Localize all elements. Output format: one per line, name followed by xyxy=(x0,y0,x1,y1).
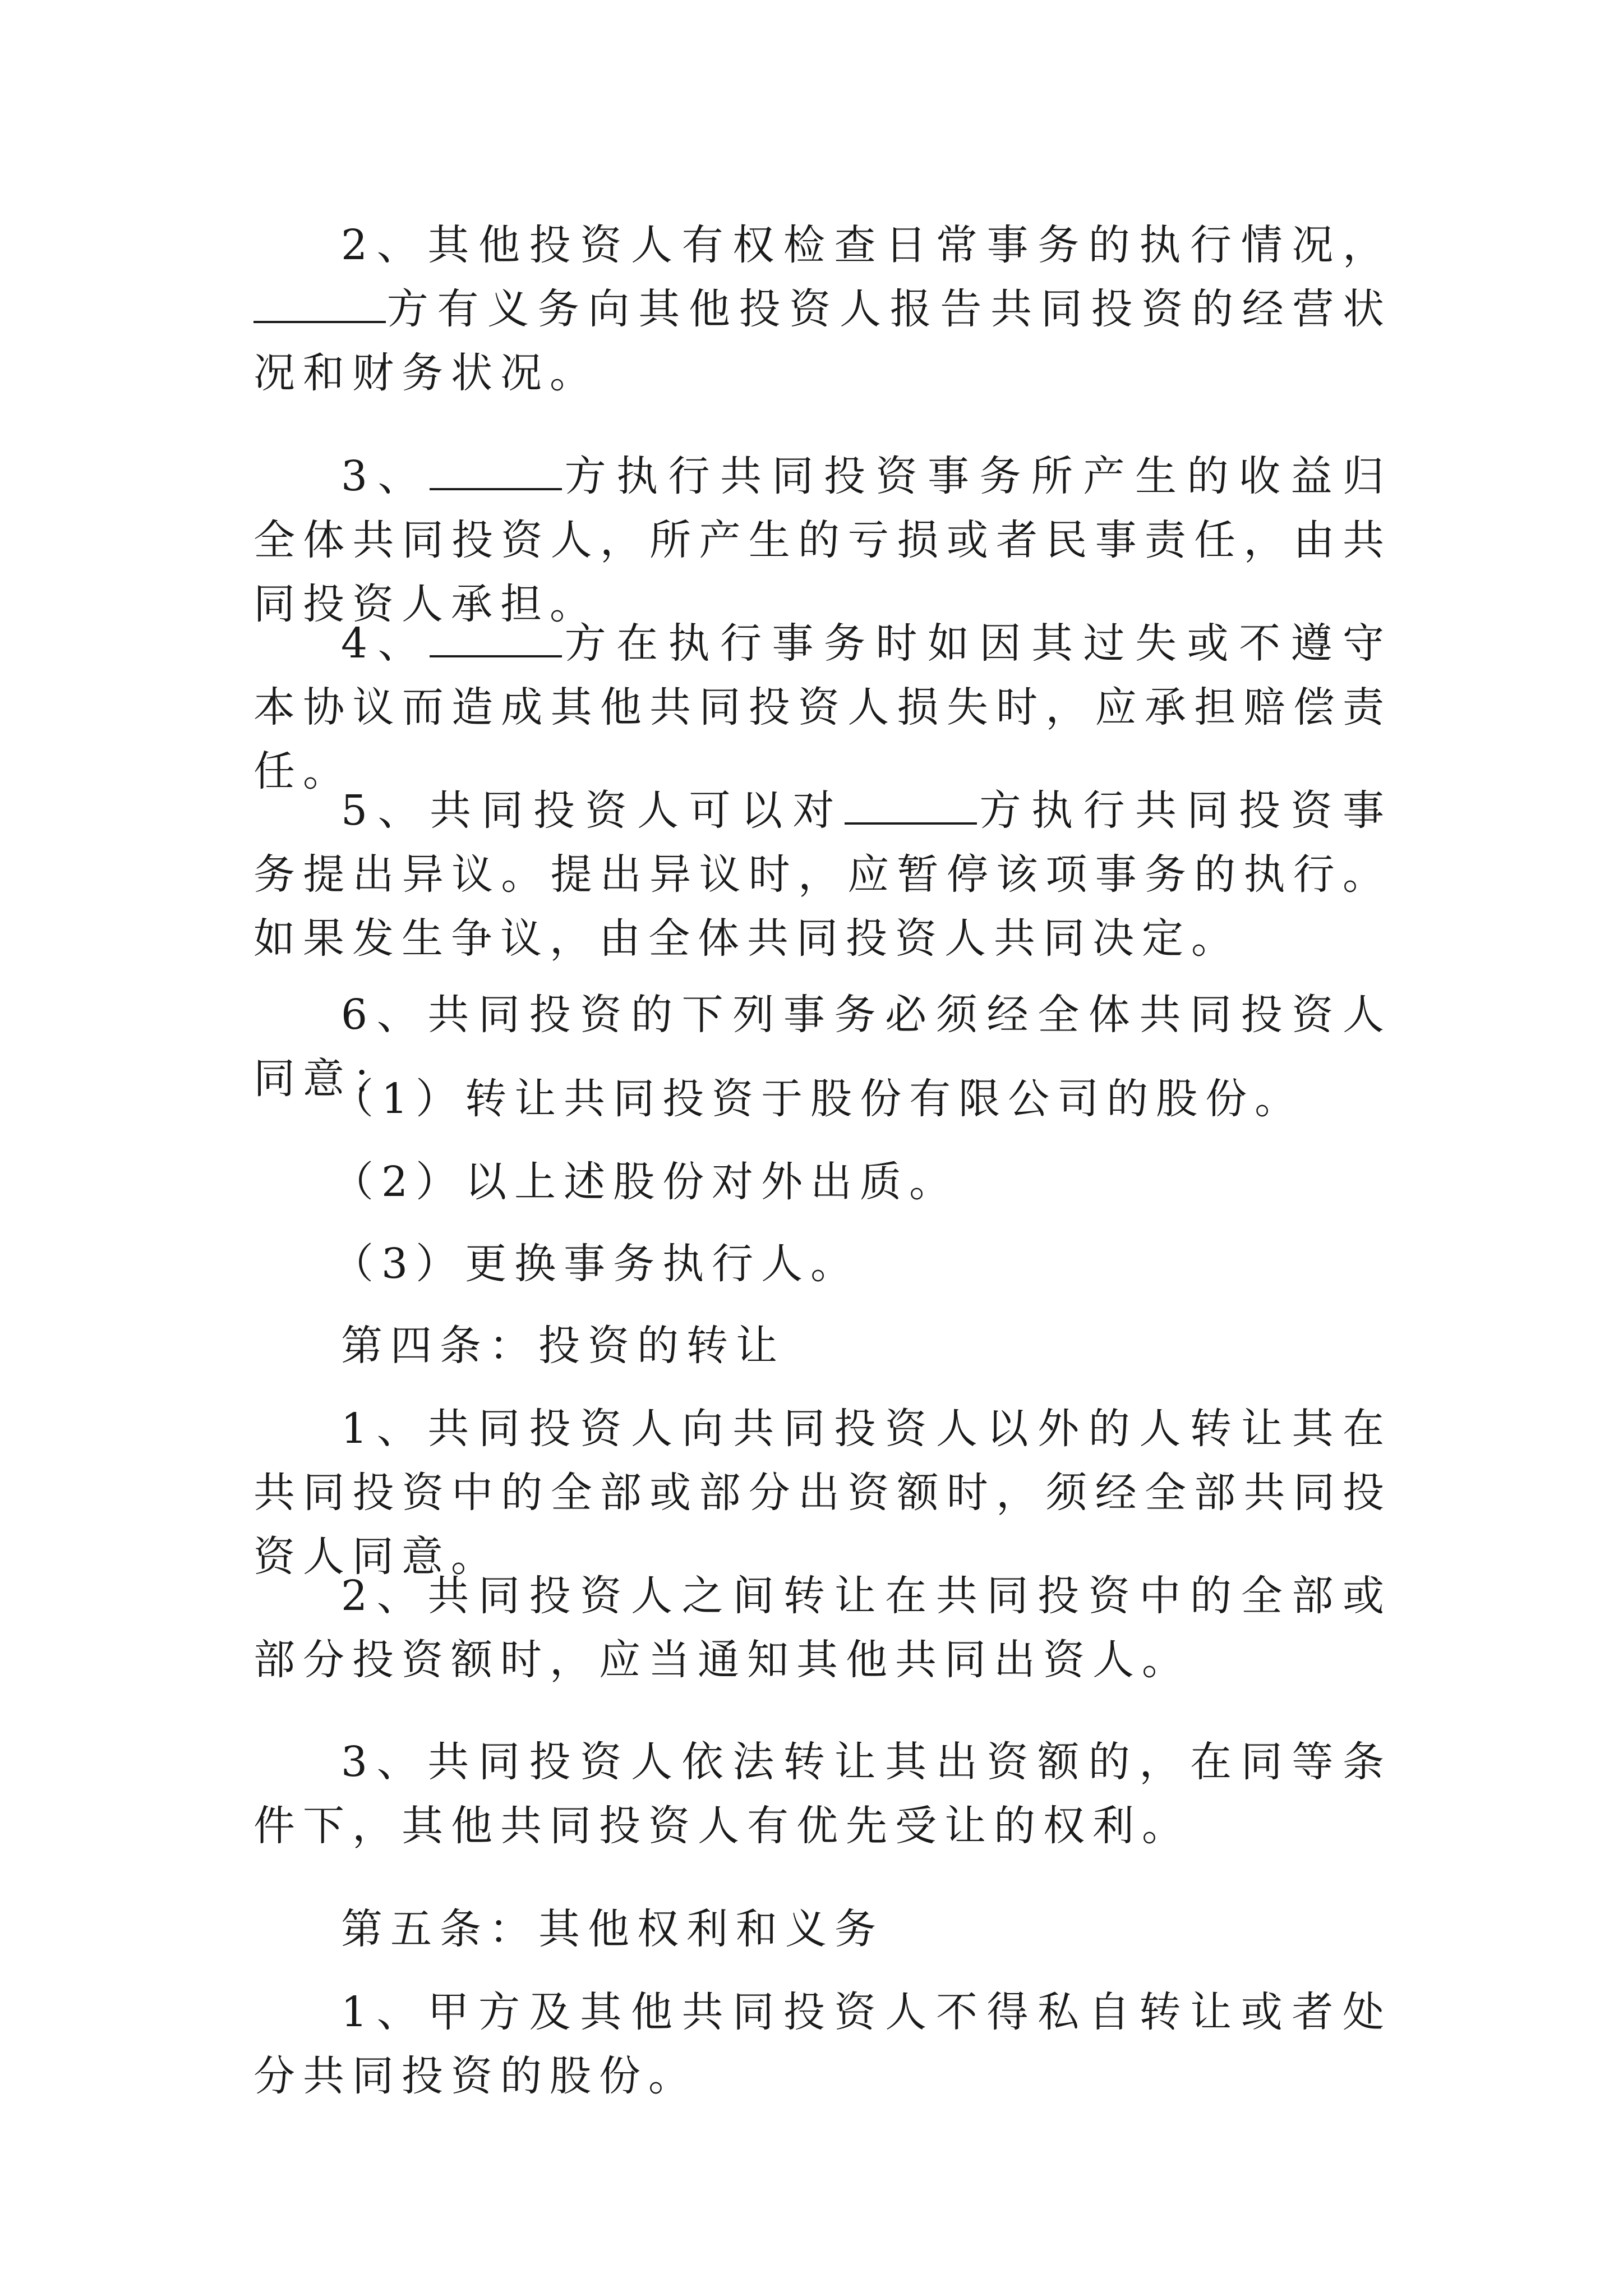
paragraph-2-text-b: 方有义务向其他投资人报告共同投资的经营状况和财务状况。 xyxy=(253,285,1392,397)
section-heading-5: 第五条：其他权利和义务 xyxy=(341,1905,884,1953)
paragraph-3-text-b: 方执行共同投资事务所产生的收益归全体共同投资人，所产生的亏损或者民事责任，由共同投资人承担。 xyxy=(253,452,1392,628)
paragraph-4 xyxy=(253,611,1392,803)
paragraph-5-1: 1、甲方及其他共同投资人不得私自转让或者处分共同投资的股份。 xyxy=(253,1988,1392,2100)
section-heading-4: 第四条：投资的转让 xyxy=(341,1322,785,1370)
paragraph-4-text-b: 方在执行事务时如因其过失或不遵守本协议而造成其他共同投资人损失时，应承担赔偿责任。 xyxy=(253,619,1392,795)
fill-in-blank[interactable] xyxy=(845,783,977,825)
paragraph-6: 6、共同投资的下列事务必须经全体共同投资人同意： xyxy=(253,991,1392,1103)
paragraph-5 xyxy=(253,779,1392,970)
list-item-1: （1）转让共同投资于股份有限公司的股份。 xyxy=(332,1075,1304,1123)
paragraph-5-text-a: 5、共同投资人可以对 xyxy=(341,786,845,835)
paragraph-3 xyxy=(253,444,1392,636)
list-item-3: （3）更换事务执行人。 xyxy=(332,1240,860,1288)
fill-in-blank[interactable] xyxy=(430,616,562,657)
paragraph-4-3: 3、共同投资人依法转让其出资额的，在同等条件下，其他共同投资人有优先受让的权利。 xyxy=(253,1738,1392,1850)
paragraph-5-text-b: 方执行共同投资事务提出异议。提出异议时，应暂停该项事务的执行。如果发生争议，由全体共同投资人共同决定。 xyxy=(253,786,1392,963)
fill-in-blank[interactable] xyxy=(430,449,562,490)
paragraph-3-text-a: 3、 xyxy=(341,452,430,500)
paragraph-4-2: 2、共同投资人之间转让在共同投资中的全部或部分投资额时，应当通知其他共同出资人。 xyxy=(253,1572,1392,1684)
list-item-2: （2）以上述股份对外出质。 xyxy=(332,1158,959,1206)
paragraph-2 xyxy=(253,213,1392,405)
paragraph-4-1: 1、共同投资人向共同投资人以外的人转让其在共同投资中的全部或部分出资额时，须经全部共同投资人同意。 xyxy=(253,1405,1392,1581)
fill-in-blank[interactable] xyxy=(253,282,386,323)
paragraph-2-text-a: 2、其他投资人有权检查日常事务的执行情况， xyxy=(341,221,1392,269)
paragraph-4-text-a: 4、 xyxy=(341,619,430,668)
